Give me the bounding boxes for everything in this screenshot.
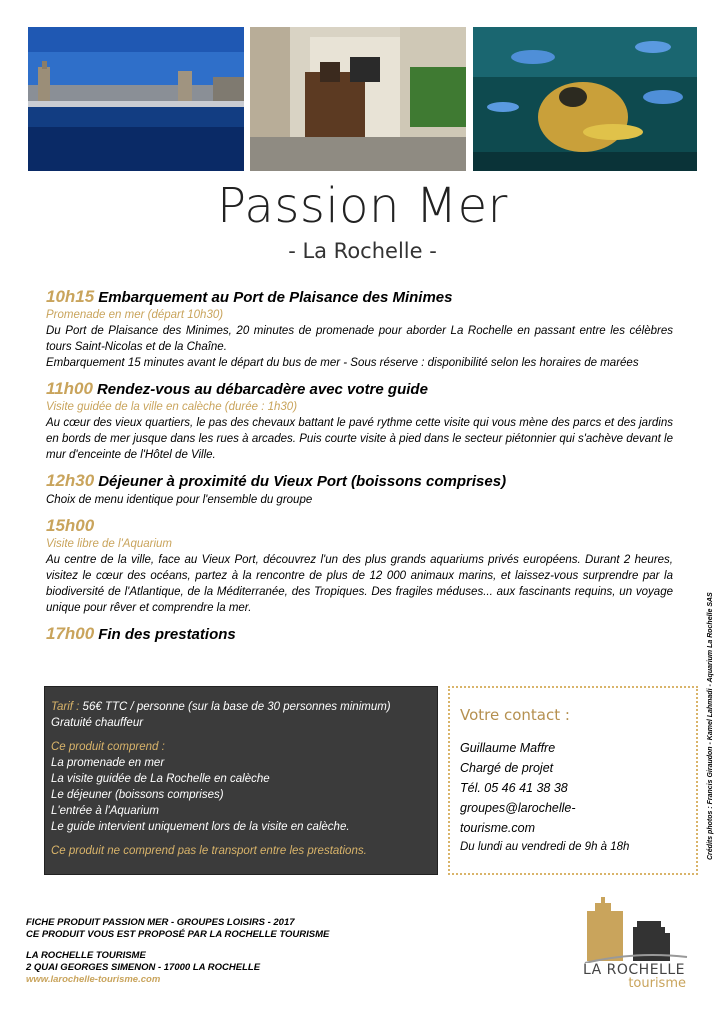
step-heading [46, 516, 673, 537]
website-link[interactable]: www.larochelle-tourisme.com [26, 974, 161, 985]
step-1700 [46, 624, 673, 645]
harbor-photo [28, 27, 244, 171]
step-time: 17h00 [46, 624, 95, 643]
step-heading: 12h30 Déjeuner à proximité du Vieux Port (boissons comprises) [46, 471, 507, 490]
includes-item: La visite guidée de La Rochelle en calèche [51, 773, 270, 785]
footer [26, 917, 329, 986]
tarif-box [44, 686, 438, 875]
page-title: Passion Mer [217, 178, 508, 234]
step-time: 15h00 [46, 516, 95, 535]
tarif-driver: Gratuité chauffeur [51, 717, 144, 729]
footer-line: 2 QUAI GEORGES SIMENON - 17000 LA ROCHELLE [26, 962, 261, 973]
logo-text [578, 962, 690, 991]
includes-item: La promenade en mer [51, 757, 165, 769]
includes-item: Le déjeuner (boissons comprises) [51, 789, 224, 801]
photo-credits: Crédits photos : Francis Giraudon - Kamel Lahmadi - Aquarium La Rochelle SAS [707, 592, 714, 860]
carriage-photo [250, 27, 466, 171]
footer-line: FICHE PRODUIT PASSION MER - GROUPES LOISIRS - 2017 [26, 917, 295, 928]
step-time: 12h30 [46, 471, 95, 490]
logo-sub: tourisme [628, 976, 686, 991]
contact-phone[interactable]: Tél. 05 46 41 38 38 [460, 781, 568, 795]
contact-name: Guillaume Maffre [460, 741, 556, 755]
includes-item: L'entrée à l'Aquarium [51, 805, 159, 817]
step-subtitle: Promenade en mer (départ 10h30) [46, 309, 224, 321]
step-text: Embarquement 15 minutes avant le départ du bus de mer - Sous réserve : disponibilité selon les horaires de marées [46, 357, 639, 369]
step-text: Au centre de la ville, face au Vieux Port, découvrez l'un des plus grands aquariums privés européens. Durant 2 heures, visitez le cœur des océans, partez à la rencontre de plus de 12 000 animaux marins, et laissez-vous surprendre par la biodiversité de l'Atlantique, de la Méditerranée, des Tropiques. Des fragiles méduses... aux fascinants requins, un voyage unique pour rêver et comprendre la mer. [46, 554, 673, 614]
tarif-price: 56€ TTC / personne (sur la base de 30 personnes minimum) [82, 701, 391, 713]
contact-box [448, 686, 698, 875]
tower-icon [575, 893, 695, 963]
step-heading: 17h00 Fin des prestations [46, 624, 236, 643]
includes-item: Le guide intervient uniquement lors de la visite en calèche. [51, 821, 350, 833]
step-text: Du Port de Plaisance des Minimes, 20 minutes de promenade pour aborder La Rochelle en passant entre les célèbres tours Saint-Nicolas et de la Chaîne. [46, 325, 673, 353]
step-text: Au cœur des vieux quartiers, le pas des chevaux battant le pavé rythme cette visite qui vous mène des parcs et des jardins en bords de mer jusque dans les rues à arcades. Puis courte visite à pied dans le secteur piétonnier qui s'achève devant le mur d'enceinte de l'Hôtel de Ville. [46, 417, 673, 461]
step-1015 [46, 287, 673, 371]
footer-line: LA ROCHELLE TOURISME [26, 950, 146, 961]
contact-title: Votre contact : [460, 706, 570, 724]
step-time: 11h00 [46, 379, 93, 398]
logo-main: LA ROCHELLE [583, 962, 685, 978]
step-subtitle: Visite libre de l'Aquarium [46, 538, 172, 550]
step-subtitle: Visite guidée de la ville en calèche (durée : 1h30) [46, 401, 298, 413]
contact-hours: Du lundi au vendredi de 9h à 18h [460, 841, 630, 853]
step-text: Choix de menu identique pour l'ensemble du groupe [46, 494, 313, 506]
step-1500 [46, 516, 673, 616]
excludes-note: Ce produit ne comprend pas le transport entre les prestations. [51, 845, 367, 857]
includes-title: Ce produit comprend : [51, 741, 165, 753]
step-1230 [46, 471, 673, 508]
step-heading: 11h00 Rendez-vous au débarcadère avec votre guide [46, 379, 428, 398]
step-1100 [46, 379, 673, 463]
step-heading: 10h15 Embarquement au Port de Plaisance des Minimes [46, 287, 453, 306]
tarif-label: Tarif : [51, 701, 80, 713]
step-time: 10h15 [46, 287, 95, 306]
contact-role: Chargé de projet [460, 761, 554, 775]
page-subtitle: - La Rochelle - [288, 239, 437, 263]
contact-email[interactable]: groupes@larochelle- tourisme.com [460, 801, 576, 835]
aquarium-fish-photo [473, 27, 697, 171]
footer-line: CE PRODUIT VOUS EST PROPOSÉ PAR LA ROCHELLE TOURISME [26, 929, 330, 940]
program [46, 287, 673, 645]
